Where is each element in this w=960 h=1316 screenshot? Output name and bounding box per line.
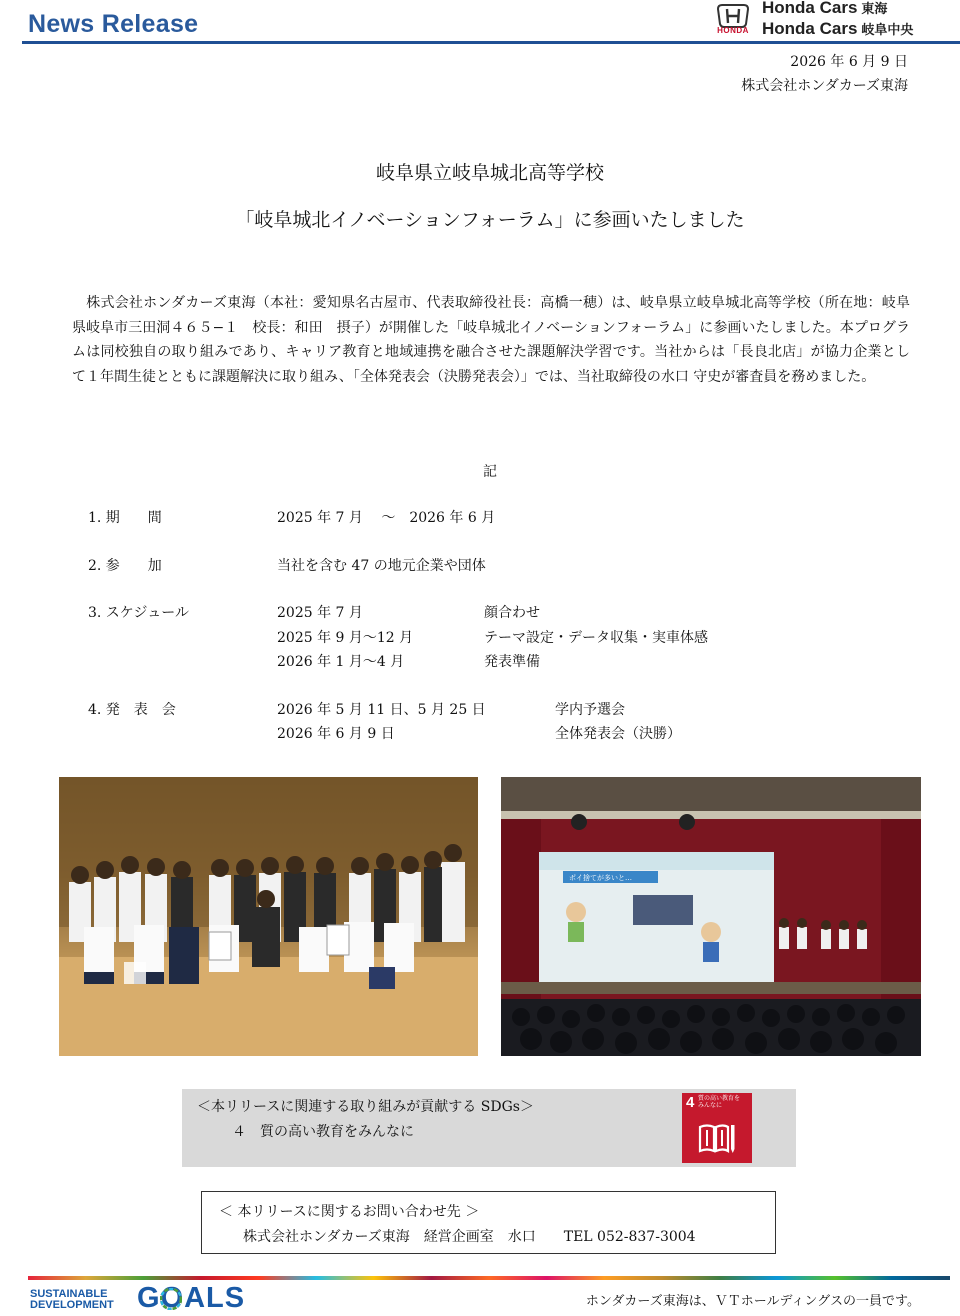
brand-region: 東海 — [861, 1, 888, 16]
presentation-what: 学内予選会 — [555, 702, 625, 718]
sdg-goal-4-icon — [682, 1093, 752, 1163]
schedule-when: 2025 年 7 月 — [277, 605, 363, 621]
brand-honda-cars-gifu-chuo — [762, 19, 913, 39]
presentation-what: 全体発表会（決勝） — [555, 726, 681, 742]
item-participants-value: 当社を含む 47 の地元企業や団体 — [277, 558, 486, 574]
sdg-heading: ＜本リリースに関連する取り組みが貢献する SDGs＞ — [197, 1099, 534, 1115]
brand-name: Honda Cars — [762, 0, 858, 17]
sdg-icon-number: 4 — [686, 1094, 695, 1111]
presentation-photo-illustration — [501, 777, 921, 1056]
sdgs-logo-goals: GOALS — [137, 1282, 246, 1314]
contact-info: 株式会社ホンダカーズ東海 経営企画室 水口 TEL 052-837-3004 — [243, 1229, 696, 1245]
footer-group-note: ホンダカーズ東海は、ＶＴホールディングスの一員です。 — [585, 1294, 920, 1309]
group-photo-illustration — [59, 777, 478, 1056]
brand-region: 岐阜中央 — [861, 22, 914, 37]
slide-title: ポイ捨てが多いと… — [569, 874, 632, 882]
item-period-value: 2025 年 7 月 〜 2026 年 6 月 — [277, 510, 496, 526]
item-schedule-label: 3. スケジュール — [88, 605, 189, 621]
schedule-what: 顔合わせ — [484, 605, 540, 621]
contact-heading: ＜ 本リリースに関するお問い合わせ先 ＞ — [219, 1204, 480, 1220]
issuing-company: 株式会社ホンダカーズ東海 — [741, 78, 908, 94]
title-forum: 「岐阜城北イノベーションフォーラム」に参画いたしました — [235, 209, 745, 231]
item-participants-label: 2. 参 加 — [88, 558, 162, 574]
sdg-icon-text: 質の高い教育を みんなに — [698, 1096, 741, 1109]
sdgs-logo-small-text: SUSTAINABLE DEVELOPMENT — [30, 1288, 114, 1311]
item-period-label: 1. 期 間 — [88, 510, 162, 526]
item-presentation-label: 4. 発 表 会 — [88, 702, 176, 718]
schedule-what: テーマ設定・データ収集・実車体感 — [484, 630, 708, 646]
ki-marker: 記 — [483, 464, 497, 480]
title-school: 岐阜県立岐阜城北高等学校 — [375, 162, 604, 184]
brand-name: Honda Cars — [762, 19, 858, 38]
presentation-when: 2026 年 6 月 9 日 — [277, 726, 395, 742]
sdg-item: ４ 質の高い教育をみんなに — [232, 1124, 414, 1140]
schedule-what: 発表準備 — [484, 654, 540, 670]
body-paragraph — [72, 291, 910, 389]
schedule-when: 2025 年 9 月〜12 月 — [277, 630, 414, 646]
news-release-title: News Release — [28, 10, 199, 38]
release-date: 2026 年 6 月 9 日 — [790, 54, 908, 70]
body-text: 株式会社ホンダカーズ東海（本社：愛知県名古屋市、代表取締役社長：高橋一穂）は、岐阜県立岐阜城北高等学校（所在地：岐阜県岐阜市三田洞４６５−１ 校長：和田 摂子）が開催した「岐阜城北イノベーションフォーラム」に参画いたしました。本プログラムは同校独自の取り組みであり、キャリア教育と地域連携を融合させた課題解決学習です。当社からは「長良北店」が協力企業として１年間生徒とともに課題解決に取り組み、「全体発表会（決勝発表会）」では、当社取締役の水口 守史が審査員を務めました。 — [72, 295, 910, 385]
sdg-wheel-icon — [160, 1288, 182, 1310]
brand-honda-cars-tokai — [762, 0, 887, 18]
schedule-when: 2026 年 1 月〜4 月 — [277, 654, 405, 670]
footer-sdg-color-rule — [28, 1276, 950, 1280]
photo-presentation-hall — [501, 777, 921, 1056]
book-pencil-icon — [697, 1121, 737, 1155]
honda-wordmark: HONDA — [717, 26, 749, 35]
photo-group-students — [59, 777, 478, 1056]
header-rule — [22, 41, 960, 44]
presentation-when: 2026 年 5 月 11 日、5 月 25 日 — [277, 702, 486, 718]
